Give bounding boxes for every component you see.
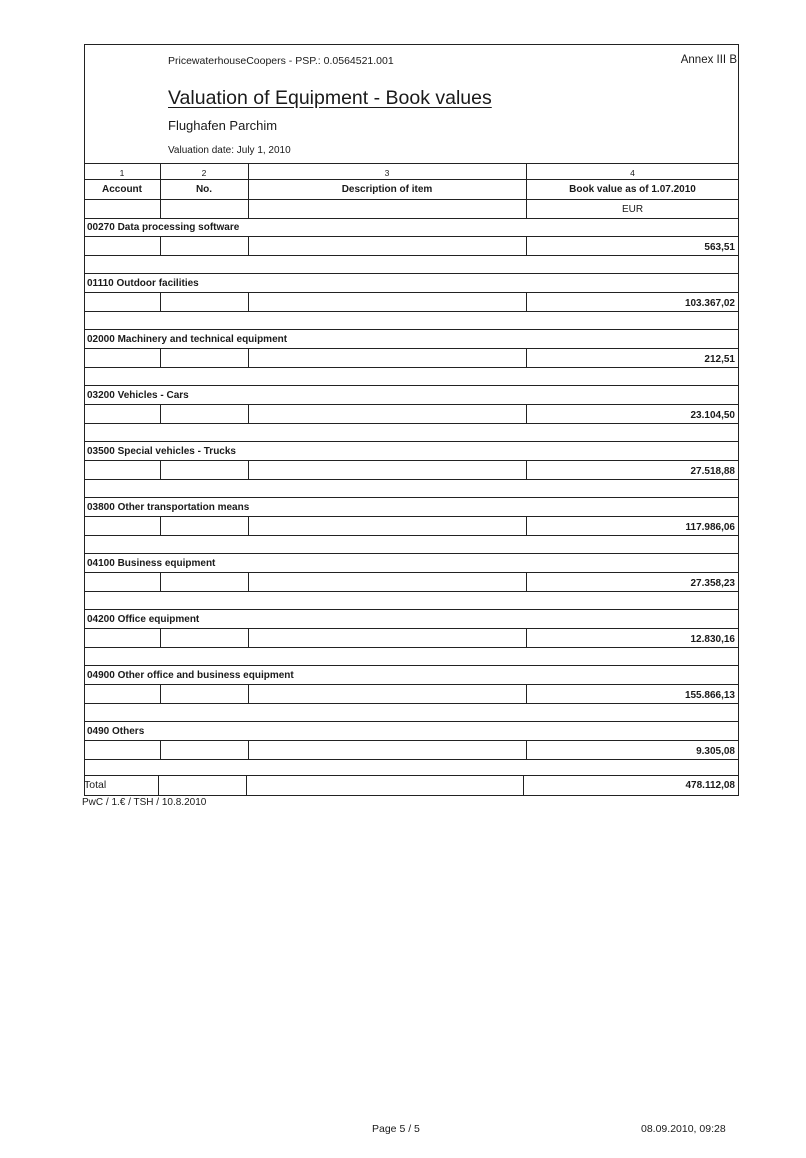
valuation-date: Valuation date: July 1, 2010: [168, 145, 291, 156]
row-top-line: [84, 628, 739, 629]
print-timestamp: 08.09.2010, 09:28: [641, 1123, 726, 1135]
cell-divider: [160, 572, 161, 591]
category-label: 04100 Business equipment: [87, 558, 216, 569]
block-separator: [84, 441, 739, 442]
currency-label: EUR: [621, 204, 644, 215]
page-number: Page 5 / 5: [372, 1123, 420, 1135]
category-amount: 12.830,16: [690, 634, 735, 645]
block-separator: [84, 329, 739, 330]
category-amount: 23.104,50: [690, 410, 735, 421]
cell-divider: [248, 572, 249, 591]
cell-divider: [526, 572, 527, 591]
block-separator: [84, 385, 739, 386]
table-top-border: [84, 163, 739, 164]
row-top-line: [84, 348, 739, 349]
row-top-line: [84, 404, 739, 405]
category-amount: 212,51: [704, 354, 735, 365]
total-amount: 478.112,08: [685, 780, 735, 791]
cell-divider: [526, 348, 527, 367]
row-bottom-line: [84, 591, 739, 592]
row-bottom-line: [84, 423, 739, 424]
block-separator: [84, 553, 739, 554]
cell-divider: [526, 740, 527, 759]
row-top-line: [84, 460, 739, 461]
cell-divider: [526, 460, 527, 479]
cell-divider: [160, 740, 161, 759]
row-bottom-line: [84, 479, 739, 480]
page-title: Valuation of Equipment - Book values: [168, 87, 492, 109]
category-label: 03500 Special vehicles - Trucks: [87, 446, 236, 457]
category-label: 0490 Others: [87, 726, 145, 737]
total-top-line: [84, 775, 739, 776]
row-bottom-line: [84, 759, 739, 760]
category-amount: 103.367,02: [684, 298, 735, 309]
category-amount: 155.866,13: [684, 690, 735, 701]
category-amount: 9.305,08: [696, 746, 735, 757]
cell-divider: [526, 628, 527, 647]
block-separator: [84, 273, 739, 274]
cell-divider: [526, 236, 527, 255]
currency-row-divider: [84, 218, 739, 219]
cell-divider: [248, 460, 249, 479]
cell-divider: [160, 460, 161, 479]
cell-divider: [248, 684, 249, 703]
cell-divider: [248, 348, 249, 367]
col-header-account: Account: [102, 184, 142, 195]
row-top-line: [84, 236, 739, 237]
col-number-2: 2: [201, 168, 207, 178]
cell-divider: [248, 740, 249, 759]
org-line: PricewaterhouseCoopers - PSP.: 0.0564521.001: [168, 55, 394, 67]
block-separator: [84, 497, 739, 498]
category-amount: 563,51: [704, 242, 735, 253]
cell-divider: [160, 684, 161, 703]
row-top-line: [84, 572, 739, 573]
cell-divider: [526, 516, 527, 535]
col-header-description: Description of item: [341, 184, 433, 195]
category-label: 04900 Other office and business equipment: [87, 670, 294, 681]
col-number-divider: [84, 179, 739, 180]
category-label: 03800 Other transportation means: [87, 502, 250, 513]
row-bottom-line: [84, 703, 739, 704]
cell-divider: [248, 516, 249, 535]
row-bottom-line: [84, 367, 739, 368]
col-header-divider: [84, 199, 739, 200]
cell-divider: [523, 775, 524, 795]
cell-divider: [160, 404, 161, 423]
row-top-line: [84, 684, 739, 685]
cell-divider: [526, 292, 527, 311]
block-separator: [84, 721, 739, 722]
cell-divider: [248, 236, 249, 255]
col-header-book-value: Book value as of 1.07.2010: [569, 184, 696, 195]
category-amount: 117.986,06: [685, 522, 735, 533]
cell-divider: [160, 292, 161, 311]
cell-divider: [160, 516, 161, 535]
cell-divider: [160, 348, 161, 367]
cell-divider: [248, 292, 249, 311]
category-label: 00270 Data processing software: [87, 222, 240, 233]
category-label: 01110 Outdoor facilities: [87, 278, 199, 289]
col-number-1: 1: [119, 168, 125, 178]
total-label: Total: [84, 779, 107, 791]
category-amount: 27.518,88: [690, 466, 735, 477]
row-bottom-line: [84, 535, 739, 536]
row-top-line: [84, 740, 739, 741]
cell-divider: [248, 628, 249, 647]
cell-divider: [160, 628, 161, 647]
footnote: PwC / 1.€ / TSH / 10.8.2010: [82, 797, 207, 808]
cell-divider: [158, 775, 159, 795]
cell-divider: [160, 236, 161, 255]
block-separator: [84, 665, 739, 666]
row-bottom-line: [84, 255, 739, 256]
cell-divider: [248, 404, 249, 423]
row-top-line: [84, 516, 739, 517]
col-header-no: No.: [195, 184, 213, 195]
row-top-line: [84, 292, 739, 293]
page-subtitle: Flughafen Parchim: [168, 118, 278, 133]
category-amount: 27.358,23: [690, 578, 735, 589]
row-bottom-line: [84, 647, 739, 648]
row-bottom-line: [84, 311, 739, 312]
category-label: 03200 Vehicles - Cars: [87, 390, 189, 401]
cell-divider: [526, 404, 527, 423]
cell-divider: [526, 684, 527, 703]
category-label: 04200 Office equipment: [87, 614, 200, 625]
col-number-3: 3: [384, 168, 390, 178]
block-separator: [84, 609, 739, 610]
cell-divider: [246, 775, 247, 795]
category-label: 02000 Machinery and technical equipment: [87, 334, 288, 345]
col-number-4: 4: [630, 168, 635, 178]
annex-label: Annex III B: [680, 54, 737, 66]
